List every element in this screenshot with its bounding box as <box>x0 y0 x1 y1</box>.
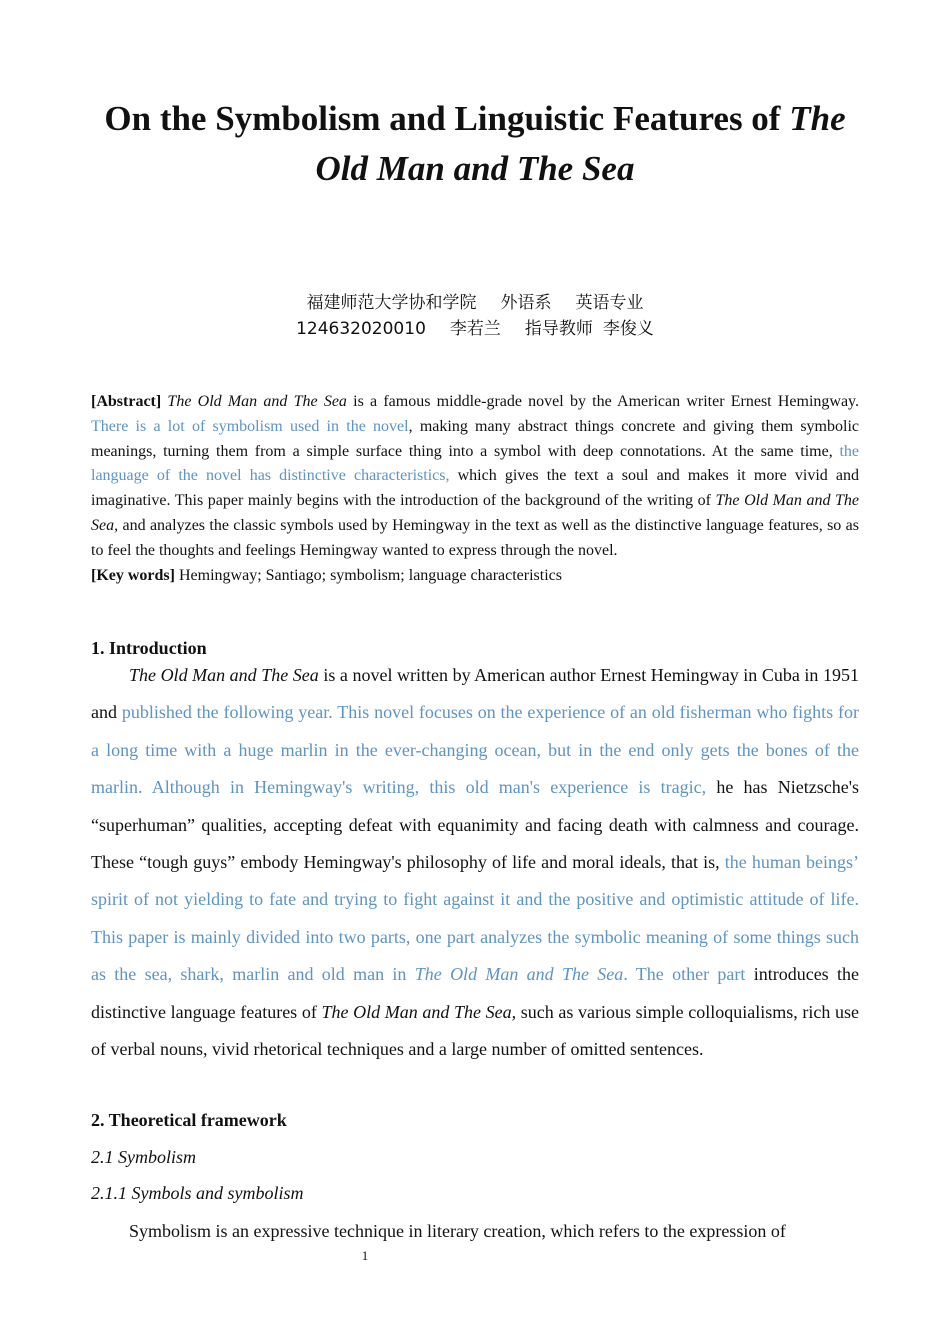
abstract-text <box>91 390 859 564</box>
introduction-paragraph <box>91 657 859 1068</box>
section-heading-theoretical-framework: 2. Theoretical framework <box>91 1110 287 1130</box>
intro-highlight: the human beings’ spirit of not yielding to fate and trying to fight against it and the positive and optimistic attitude of life. This paper is mainly divided into two parts, one part analyzes the symbolic meaning of some things such as the sea, shark, marlin and old man in <box>91 852 859 985</box>
abstract-highlight: the language of the novel has distinctive characteristics, <box>91 442 859 485</box>
subsection-heading-symbolism: 2.1 Symbolism <box>91 1147 196 1167</box>
abstract-title-ref: The Old Man and The Sea <box>167 393 347 410</box>
advisor-label: 指导教师 <box>524 319 593 339</box>
keywords-label: [Key words] <box>91 566 175 584</box>
abstract-sentence: , and analyzes the classic symbols used by Hemingway in the text as well as the distinctive language features, so as to feel the thoughts and feelings Hemingway wanted to express through the novel. <box>91 516 859 559</box>
intro-highlight: . The other part <box>623 964 746 985</box>
page-number: 1 <box>361 1248 369 1263</box>
abstract-highlight: There is a lot of symbolism used in the novel <box>91 417 409 435</box>
intro-text: he has Nietzsche's “superhuman” qualities, accepting defeat with equanimity and facing death with calmness and courage. These “tough guys” embody Hemingway's philosophy of life and moral ideals, that is, <box>91 777 859 873</box>
student-id: 124632020010 <box>296 319 426 339</box>
title-italic-2: Old Man and The Sea <box>315 149 635 188</box>
intro-highlight: published the following year. This novel focuses on the experience of an old fisherman who fights for a long time with a huge marlin in the ever-changing ocean, but in the end only gets the bones of the marlin. Although in Hemingway's writing, this old man's experience is tragic, <box>91 702 859 798</box>
intro-text: is a novel written by American author Ernest Hemingway in Cuba in 1951 and <box>91 665 859 723</box>
abstract-title-ref: The Old Man and The Sea <box>91 492 860 534</box>
title-italic-1: The <box>789 99 846 138</box>
intro-text: introduces the distinctive language features of <box>91 964 859 1022</box>
novel-title-ref: The Old Man and The Sea, <box>321 1001 517 1022</box>
author-affiliation <box>0 290 950 342</box>
department: 外语系 <box>500 293 552 313</box>
keywords-list: Hemingway; Santiago; symbolism; language characteristics <box>174 566 562 584</box>
abstract-block <box>91 390 859 588</box>
advisor-name: 李俊义 <box>602 319 654 339</box>
university: 福建师范大学协和学院 <box>306 293 477 313</box>
abstract-label: [Abstract] <box>91 393 162 410</box>
novel-title-ref: The Old Man and The Sea <box>414 964 624 985</box>
novel-title-ref: The Old Man and The Sea <box>129 665 319 685</box>
student-name: 李若兰 <box>449 319 501 339</box>
section-heading-introduction: 1. Introduction <box>91 638 207 658</box>
abstract-sentence: which gives the text a soul and makes it more vivid and imaginative. This paper mainly begins with the introduction of the background of the writing of <box>91 467 860 510</box>
intro-text: such as various simple colloquialisms, rich use of verbal nouns, vivid rhetorical techniques and a large number of omitted sentences. <box>91 1001 859 1060</box>
keywords <box>91 564 859 589</box>
symbolism-paragraph: Symbolism is an expressive technique in literary creation, which refers to the expression of <box>129 1221 786 1241</box>
major: 英语专业 <box>575 293 644 313</box>
paper-title <box>60 94 890 194</box>
abstract-sentence: is a famous middle-grade novel by the American writer Ernest Hemingway. <box>346 393 860 410</box>
subsubsection-heading-symbols: 2.1.1 Symbols and symbolism <box>91 1183 304 1203</box>
abstract-sentence: , making many abstract things concrete and giving them symbolic meanings, turning them from a simple surface thing into a symbol with deep connotations. At the same time, <box>91 417 859 460</box>
title-plain: On the Symbolism and Linguistic Features of <box>104 99 790 138</box>
